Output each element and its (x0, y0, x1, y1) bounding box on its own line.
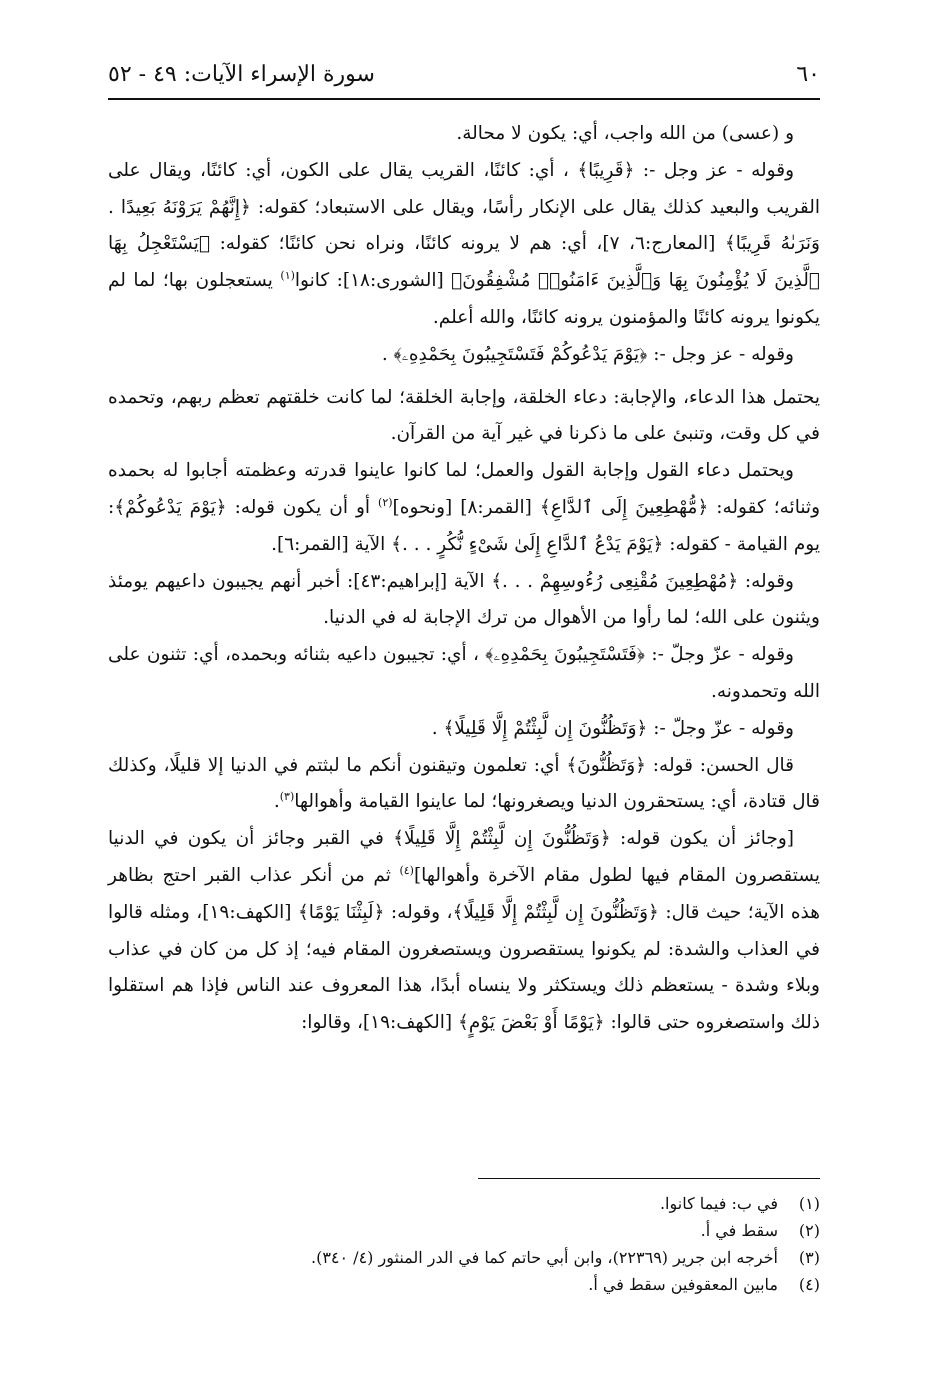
footnote-marker: (٢) (378, 495, 393, 509)
footnotes (108, 1190, 820, 1298)
footnote-marker: (٤) (399, 863, 414, 877)
paragraph-text: ثم من أنكر عذاب القبر احتج بظاهر هذه الآية؛ حيث قال: ﴿وَتَظُنُّونَ إِن لَّبِثْتُمْ إِلَّا قَلِيلًا﴾، وقوله: ﴿لَبِثْنَا يَوْمًا﴾ [الكهف:١٩]، ومثله قالوا في العذاب والشدة: لم يكونوا يستقصرون ويستصغرون المقام فيه؛ إذ كل من كان في عذاب وبلاء وشدة - يستعظم ذلك ويستكثر ولا ينساه أبدًا، هذا المعروف عند الناس فإذا هم استقلوا ذلك واستصغروه حتى قالوا: ﴿يَوْمًا أَوْ بَعْضَ يَوْمٍ﴾ [الكهف:١٩]، وقالوا: (108, 864, 820, 1034)
footnote-marker: (٣) (279, 790, 295, 804)
page-header (108, 62, 820, 96)
paragraph-text: أو أن يكون قوله: ﴿يَوْمَ يَدْعُوكُمْ﴾: يوم القيامة - كقوله: ﴿يَوْمَ يَدْعُ ٱلدَّاعِ إِلَىٰ شَىْءٍ نُّكُرٍ . . .﴾ الآية [القمر:٦]. (108, 496, 820, 555)
paragraph-text: قال الحسن: قوله: ﴿وَتَظُنُّونَ﴾ أي: تعلمون وتيقنون أنكم ما لبثتم في الدنيا إلا قليلًا، وكذلك قال قتادة، أي: يستحقرون الدنيا ويصغرونها؛ لما عاينوا القيامة وأهوالها (108, 754, 820, 813)
footnote-number: (٤) (798, 1275, 820, 1294)
footnote-text: سقط في أ. (700, 1221, 778, 1240)
footnote-text: مابين المعقوفين سقط في أ. (588, 1275, 778, 1294)
footnote-number: (٢) (798, 1221, 820, 1240)
paragraph: وقوله - عزّ وجلّ -: ﴿فَتَسْتَجِيبُونَ بِحَمْدِهِۦ﴾ ، أي: تجيبون داعيه بثنائه وبحمده، أي: تثنون على الله وتحمدونه. (108, 644, 820, 702)
paragraph (108, 453, 820, 563)
paragraph (108, 748, 820, 822)
paragraph-text: يستعجلون بها؛ لما لم يكونوا يرونه كائنًا والمؤمنون يرونه كائنًا، والله أعلم. (108, 270, 820, 328)
paragraph-text: [وجائز أن يكون قوله: ﴿وَتَظُنُّونَ إِن لَّبِثْتُمْ إِلَّا قَلِيلًا﴾ في القبر وجائز أن يكون في الدنيا يستقصرون المقام فيها لطول مقام الآخرة وأهوالها] (108, 828, 820, 886)
footnote-number: (١) (798, 1194, 820, 1213)
paragraph-text: وقوله - عز وجل -: ﴿قَرِيبًا﴾ ، أي: كائنًا، القريب يقال على الكون، أي: كائنًا، ويقال على القريب والبعيد كذلك يقال على الإنكار رأسًا، ويقال على الاستبعاد؛ كقوله: ﴿إِنَّهُمْ يَرَوْنَهُ بَعِيدًا . وَنَرَىٰهُ قَرِيبًا﴾ [المعارج:٦، ٧]، أي: هم لا يرونه كائنًا، ونراه نحن كائنًا؛ كقوله: ﴿يَسْتَعْجِلُ بِهَا ٱلَّذِينَ لَا يُؤْمِنُونَ بِهَا وَٱلَّذِينَ ءَامَنُوا۟ مُشْفِقُونَ﴾ [الشورى:١٨]: كانوا (108, 159, 820, 292)
footnote (108, 1217, 820, 1244)
page-number: ٦٠ (796, 62, 820, 87)
paragraph-text: ويحتمل دعاء القول وإجابة القول والعمل؛ لما كانوا عاينوا قدرته وعظمته أجابوا له بحمده وثنائه؛ كقوله: ﴿مُّهْطِعِينَ إِلَى ٱلدَّاعِ﴾ [القمر:٨] [ونحوه] (108, 460, 820, 518)
running-title: سورة الإسراء الآيات: ٤٩ - ٥٢ (108, 62, 375, 87)
main-text (108, 116, 820, 1042)
footnote-rule (478, 1178, 820, 1179)
paragraph: وقوله: ﴿مُهْطِعِينَ مُقْنِعِى رُءُوسِهِمْ . . .﴾ الآية [إبراهيم:٤٣]: أخبر أنهم يجيبون داعيهم يومئذ ويثنون على الله؛ لما رأوا من الأهوال من ترك الإجابة له في الدنيا. (108, 570, 820, 629)
footnote (108, 1190, 820, 1217)
paragraph: يحتمل هذا الدعاء، والإجابة: دعاء الخلقة، وإجابة الخلقة؛ لما كانت خلقتهم تعظم ربهم، وتحمده في كل وقت، وتنبئ على ما ذكرنا في غير آية من القرآن. (108, 386, 820, 445)
paragraph: وقوله - عز وجل -: ﴿يَوْمَ يَدْعُوكُمْ فَتَسْتَجِيبُونَ بِحَمْدِهِۦ﴾ . (381, 343, 794, 365)
paragraph-text: . (273, 791, 280, 813)
footnote (108, 1271, 820, 1298)
header-rule (108, 98, 820, 100)
footnote-number: (٣) (798, 1248, 820, 1267)
paragraph (108, 153, 820, 337)
footnote (108, 1244, 820, 1271)
footnote-text: في ب: فيما كانوا. (659, 1194, 778, 1213)
paragraph: و (عسى) من الله واجب، أي: يكون لا محالة. (456, 123, 794, 144)
paragraph (108, 821, 820, 1042)
footnote-text: أخرجه ابن جرير (٢٢٣٦٩)، وابن أبي حاتم كما في الدر المنثور (٤/ ٣٤٠). (310, 1248, 778, 1267)
paragraph: وقوله - عزّ وجلّ -: ﴿وَتَظُنُّونَ إِن لَّبِثْتُمْ إِلَّا قَلِيلًا﴾ . (431, 717, 794, 739)
footnote-marker: (١) (280, 269, 295, 283)
